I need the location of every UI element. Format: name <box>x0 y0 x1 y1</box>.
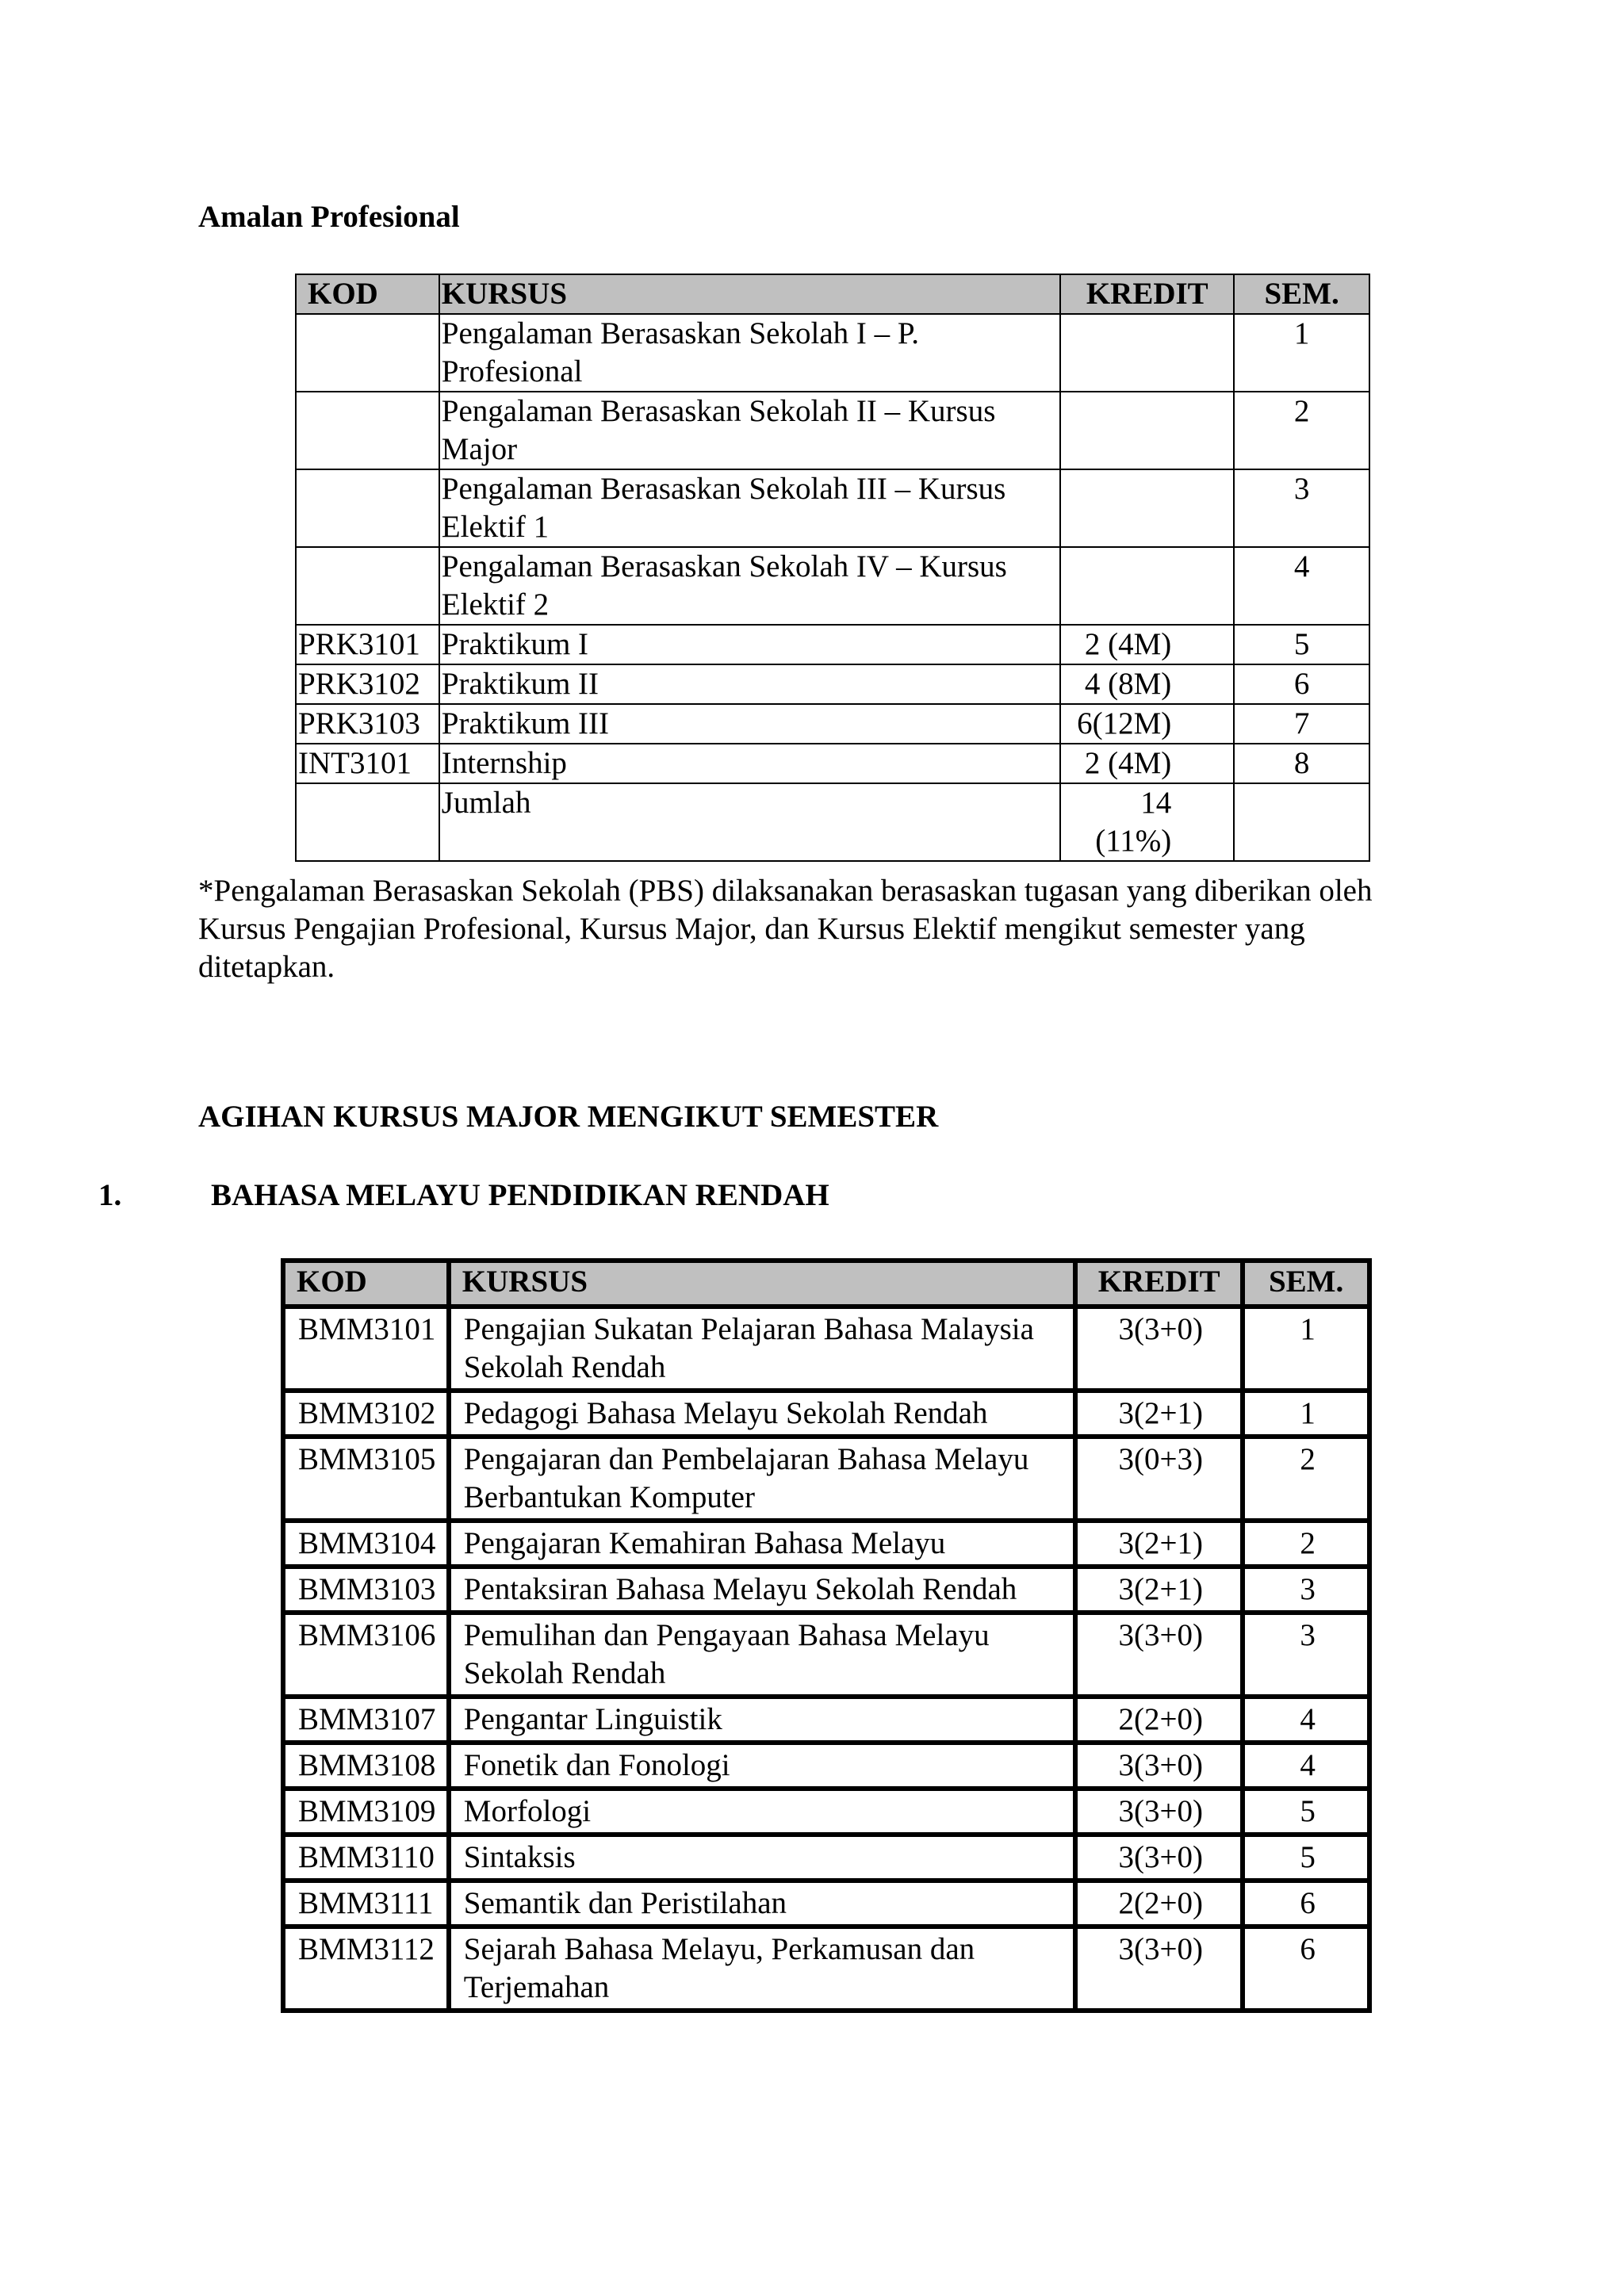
header-sem: SEM. <box>1243 1261 1369 1307</box>
table-row <box>296 783 1369 861</box>
cell-kursus: Semantik dan Peristilahan <box>449 1881 1075 1927</box>
cell-kredit: 3(2+1) <box>1075 1391 1243 1437</box>
table-row <box>296 392 1369 469</box>
table-row <box>296 547 1369 625</box>
cell-kod <box>296 392 439 469</box>
cell-kredit: 3(3+0) <box>1075 1927 1243 2011</box>
table-row <box>283 1567 1369 1613</box>
cell-sem: 4 <box>1234 547 1369 625</box>
cell-sem: 2 <box>1243 1437 1369 1521</box>
cell-sem: 5 <box>1243 1835 1369 1881</box>
header-kredit: KREDIT <box>1060 274 1234 314</box>
cell-kursus: Pengajaran dan Pembelajaran Bahasa Melayu Berbantukan Komputer <box>449 1437 1075 1521</box>
cell-kredit: 3(3+0) <box>1075 1789 1243 1835</box>
cell-kredit: 3(0+3) <box>1075 1437 1243 1521</box>
cell-kursus: Pedagogi Bahasa Melayu Sekolah Rendah <box>449 1391 1075 1437</box>
cell-kod: BMM3106 <box>283 1613 449 1697</box>
cell-kod: PRK3101 <box>296 625 439 664</box>
cell-kod: BMM3111 <box>283 1881 449 1927</box>
table-header-row <box>296 274 1369 314</box>
cell-kredit: 2 (4M) <box>1060 625 1234 664</box>
cell-kredit: 4 (8M) <box>1060 664 1234 704</box>
cell-kredit <box>1060 469 1234 547</box>
cell-kod: BMM3105 <box>283 1437 449 1521</box>
cell-kredit: 3(3+0) <box>1075 1307 1243 1391</box>
cell-kursus: Sejarah Bahasa Melayu, Perkamusan dan Terjemahan <box>449 1927 1075 2011</box>
section-title-amalan-profesional: Amalan Profesional <box>198 200 460 234</box>
cell-sem: 1 <box>1243 1307 1369 1391</box>
cell-kursus: Pengajaran Kemahiran Bahasa Melayu <box>449 1521 1075 1567</box>
cell-kursus: Jumlah <box>439 783 1060 861</box>
cell-kursus: Morfologi <box>449 1789 1075 1835</box>
table-row <box>296 664 1369 704</box>
table-row <box>283 1927 1369 2011</box>
cell-kod <box>296 314 439 392</box>
cell-kursus: Pemulihan dan Pengayaan Bahasa Melayu Sekolah Rendah <box>449 1613 1075 1697</box>
amalan-profesional-table <box>295 274 1370 862</box>
table-row <box>296 314 1369 392</box>
header-kod: KOD <box>296 274 439 314</box>
section-title-agihan: AGIHAN KURSUS MAJOR MENGIKUT SEMESTER <box>198 1100 939 1134</box>
cell-kursus: Praktikum II <box>439 664 1060 704</box>
header-kursus: KURSUS <box>449 1261 1075 1307</box>
cell-kod: BMM3109 <box>283 1789 449 1835</box>
cell-sem: 3 <box>1243 1567 1369 1613</box>
cell-kursus: Praktikum I <box>439 625 1060 664</box>
cell-kod <box>296 547 439 625</box>
cell-kod: BMM3101 <box>283 1307 449 1391</box>
table-row <box>283 1437 1369 1521</box>
table-row <box>283 1391 1369 1437</box>
cell-kursus: Fonetik dan Fonologi <box>449 1743 1075 1789</box>
header-sem: SEM. <box>1234 274 1369 314</box>
cell-kursus: Internship <box>439 744 1060 783</box>
table-row <box>283 1613 1369 1697</box>
cell-sem: 5 <box>1243 1789 1369 1835</box>
table-row <box>283 1743 1369 1789</box>
table-row <box>296 704 1369 744</box>
header-kursus: KURSUS <box>439 274 1060 314</box>
cell-sem <box>1234 783 1369 861</box>
table-row <box>283 1835 1369 1881</box>
header-kod: KOD <box>283 1261 449 1307</box>
cell-kredit: 2(2+0) <box>1075 1881 1243 1927</box>
header-kredit: KREDIT <box>1075 1261 1243 1307</box>
cell-sem: 7 <box>1234 704 1369 744</box>
table-row <box>283 1697 1369 1743</box>
cell-sem: 2 <box>1234 392 1369 469</box>
cell-kod: BMM3107 <box>283 1697 449 1743</box>
table-header-row <box>283 1261 1369 1307</box>
cell-sem: 6 <box>1243 1881 1369 1927</box>
cell-kursus: Pentaksiran Bahasa Melayu Sekolah Rendah <box>449 1567 1075 1613</box>
table-row <box>296 469 1369 547</box>
cell-kredit: 3(3+0) <box>1075 1835 1243 1881</box>
cell-kursus: Pengajian Sukatan Pelajaran Bahasa Malaysia Sekolah Rendah <box>449 1307 1075 1391</box>
cell-sem: 4 <box>1243 1743 1369 1789</box>
cell-kredit: 2 (4M) <box>1060 744 1234 783</box>
cell-kod: BMM3108 <box>283 1743 449 1789</box>
cell-kod <box>296 783 439 861</box>
cell-kursus: Pengalaman Berasaskan Sekolah III – Kursus Elektif 1 <box>439 469 1060 547</box>
table-row <box>283 1789 1369 1835</box>
cell-kod: PRK3103 <box>296 704 439 744</box>
cell-kod <box>296 469 439 547</box>
cell-sem: 1 <box>1243 1391 1369 1437</box>
cell-kredit <box>1060 547 1234 625</box>
cell-kod: BMM3110 <box>283 1835 449 1881</box>
cell-kredit: 6(12M) <box>1060 704 1234 744</box>
cell-sem: 8 <box>1234 744 1369 783</box>
cell-kursus: Pengalaman Berasaskan Sekolah II – Kursus Major <box>439 392 1060 469</box>
cell-sem: 1 <box>1234 314 1369 392</box>
cell-sem: 2 <box>1243 1521 1369 1567</box>
cell-kredit: 14 (11%) <box>1060 783 1234 861</box>
cell-kursus: Pengantar Linguistik <box>449 1697 1075 1743</box>
cell-kredit <box>1060 392 1234 469</box>
cell-sem: 3 <box>1234 469 1369 547</box>
bahasa-melayu-table <box>281 1258 1372 2013</box>
cell-kod: INT3101 <box>296 744 439 783</box>
item-number: 1. <box>98 1178 122 1212</box>
cell-kursus: Sintaksis <box>449 1835 1075 1881</box>
table-row <box>296 744 1369 783</box>
cell-kursus: Pengalaman Berasaskan Sekolah IV – Kursus Elektif 2 <box>439 547 1060 625</box>
cell-kredit <box>1060 314 1234 392</box>
cell-sem: 3 <box>1243 1613 1369 1697</box>
cell-kredit: 3(2+1) <box>1075 1567 1243 1613</box>
pbs-note: *Pengalaman Berasaskan Sekolah (PBS) dilaksanakan berasaskan tugasan yang diberikan oleh Kursus Pengajian Profesional, Kursus Major, dan Kursus Elektif mengikut semester yang ditetapkan. <box>198 874 1373 984</box>
cell-kursus: Praktikum III <box>439 704 1060 744</box>
cell-kod: BMM3102 <box>283 1391 449 1437</box>
cell-kod: BMM3112 <box>283 1927 449 2011</box>
table-row <box>296 625 1369 664</box>
cell-sem: 6 <box>1234 664 1369 704</box>
item-title: BAHASA MELAYU PENDIDIKAN RENDAH <box>211 1178 829 1212</box>
cell-kod: BMM3104 <box>283 1521 449 1567</box>
table-row <box>283 1521 1369 1567</box>
cell-kredit: 3(2+1) <box>1075 1521 1243 1567</box>
table-row <box>283 1881 1369 1927</box>
cell-kredit: 3(3+0) <box>1075 1613 1243 1697</box>
cell-kod: PRK3102 <box>296 664 439 704</box>
cell-kursus: Pengalaman Berasaskan Sekolah I – P. Profesional <box>439 314 1060 392</box>
table-row <box>283 1307 1369 1391</box>
cell-sem: 5 <box>1234 625 1369 664</box>
cell-kredit: 2(2+0) <box>1075 1697 1243 1743</box>
cell-sem: 4 <box>1243 1697 1369 1743</box>
cell-kredit: 3(3+0) <box>1075 1743 1243 1789</box>
cell-kod: BMM3103 <box>283 1567 449 1613</box>
cell-sem: 6 <box>1243 1927 1369 2011</box>
